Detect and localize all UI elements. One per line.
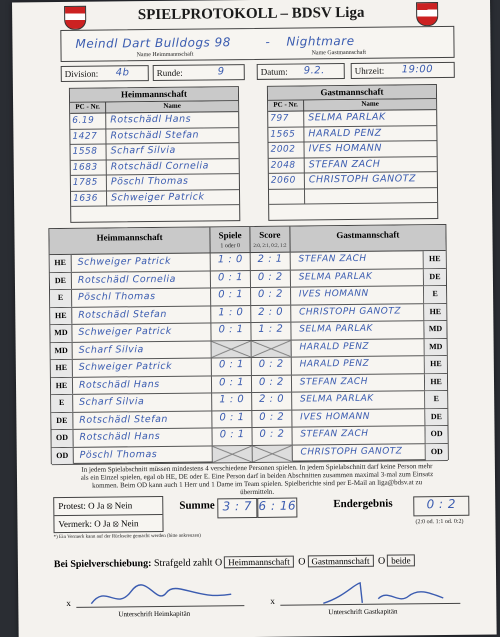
- game-type: DE: [51, 412, 73, 429]
- guest-roster-title: Gastmannschaft: [268, 85, 436, 101]
- team-separator: -: [265, 34, 271, 49]
- endergebnis-note: (2:0 od. 1:1 od. 0:2): [415, 518, 464, 526]
- roster-row: 797 SELMA PARLAK: [268, 110, 436, 127]
- guest-name-header: Name: [361, 99, 379, 108]
- game-type: HE: [51, 360, 73, 377]
- division-value: 4b: [115, 67, 130, 79]
- option-heimmannschaft[interactable]: Heimmannschaft: [224, 556, 294, 569]
- game-score: 2 : 0: [252, 393, 292, 410]
- game-home-player: Scharf Silvia: [73, 393, 212, 411]
- roster-row: 6.19 Rotschädl Hans: [70, 112, 238, 129]
- score-sheet: [12, 0, 497, 637]
- guest-pc-header: PC - Nr.: [268, 100, 304, 110]
- game-home-player: Schweiger Patrick: [72, 253, 211, 271]
- game-score: 0 : 2: [251, 270, 291, 287]
- game-spiele: [212, 341, 252, 358]
- game-home-player: Rotschädl Cornelia: [72, 271, 211, 289]
- summe-label: Summe: [179, 499, 215, 512]
- vermerk-label: Vermerk:: [58, 518, 93, 530]
- roster-row: 2048 STEFAN ZACH: [269, 157, 437, 174]
- game-spiele: 0 : 1: [212, 411, 252, 428]
- game-type: E: [50, 290, 72, 307]
- game-type: E: [51, 395, 73, 412]
- game-type: HE: [50, 307, 72, 324]
- game-type-right: HE: [425, 356, 447, 373]
- page-title: SPIELPROTOKOLL – BDSV Liga: [137, 4, 365, 24]
- roster-row: 2060 CHRISTOPH GANOTZ: [269, 172, 437, 189]
- game-guest-player: SELMA PARLAK: [291, 321, 425, 339]
- game-guest-player: IVES HOMANN: [292, 409, 426, 427]
- game-home-player: Rotschädl Hans: [73, 376, 212, 394]
- roster-row: 1558 Scharf Silvia: [71, 143, 239, 160]
- col-home-header: Heimmannschaft: [49, 227, 210, 254]
- home-team-name: Meindl Dart Bulldogs 98: [75, 35, 231, 51]
- roster-row: 1683 Rotschädl Cornelia: [71, 159, 239, 176]
- protest-label: Protest:: [58, 500, 86, 512]
- uhrzeit-field: Uhrzeit: 19:00: [351, 62, 455, 79]
- game-score: [252, 340, 292, 357]
- game-spiele: 0 : 1: [213, 428, 253, 445]
- col-score-header: Score 2:0, 2:1, 0:2, 1:2: [250, 227, 290, 252]
- protest-options[interactable]: O Ja ⦻ Nein: [88, 500, 133, 511]
- game-score: 0 : 2: [252, 358, 292, 375]
- runde-field: Runde: 9: [153, 64, 245, 81]
- game-guest-player: HARALD PENZ: [292, 356, 426, 374]
- game-type-right: E: [425, 391, 447, 408]
- game-score: 0 : 2: [251, 288, 291, 305]
- game-type: MD: [51, 342, 73, 359]
- game-guest-player: STEFAN ZACH: [292, 374, 426, 392]
- game-home-player: Rotschädl Hans: [73, 428, 212, 446]
- game-type: OD: [52, 447, 74, 464]
- game-type-right: OD: [426, 426, 448, 443]
- game-guest-player: CHRISTOPH GANOTZ: [292, 444, 426, 462]
- team-names-bar: [60, 26, 454, 62]
- game-home-player: Schweiger Patrick: [72, 323, 211, 341]
- home-name-header: Name: [163, 101, 181, 110]
- sig-x-home: x: [66, 597, 71, 608]
- game-guest-player: STEFAN ZACH: [292, 426, 426, 444]
- game-type-right: MD: [425, 338, 447, 355]
- runde-value: 9: [217, 66, 225, 78]
- summe-score: 6 : 16: [257, 498, 297, 518]
- vermerk-options[interactable]: O Ja ⦻ Nein: [94, 518, 139, 529]
- endergebnis-value: 0 : 2: [413, 496, 469, 517]
- game-type-right: OD: [426, 443, 448, 460]
- rules-text: In jedem Spielabschnitt müssen mindestens 4 verschiedene Personen spielen. In jedem Spielabschnitt darf keine Person mehr als ein Einzel spielen, egal ob HE, DE oder E. Eine Person darf in beiden Abschnitten zusammen maximal 3-mal zum Einsatz kommen. Beim OD kann auch 1 Herr und 1 Dame im Team spielen. Spielberichte sind per E-Mail an liga@bdsv.at zu übermitteln.: [80, 462, 434, 497]
- guest-team-caption: Name Gastmannschaft: [311, 49, 367, 57]
- division-field: Division: 4b: [61, 65, 149, 82]
- game-guest-player: SELMA PARLAK: [291, 269, 425, 287]
- roster-row: 2002 IVES HOMANN: [268, 141, 436, 158]
- game-score: 1 : 2: [251, 323, 291, 340]
- guest-signature-caption: Unterschrift Gastkapitän: [328, 607, 398, 617]
- game-guest-player: IVES HOMANN: [291, 286, 425, 304]
- game-type-right: MD: [424, 321, 446, 338]
- games-table: [48, 224, 448, 464]
- roster-row: 1427 Rotschädl Stefan: [70, 128, 238, 145]
- endergebnis-label: Endergebnis: [333, 497, 393, 511]
- option-beide[interactable]: beide: [387, 554, 415, 566]
- game-type-right: DE: [424, 268, 446, 285]
- game-home-player: Rotschädl Stefan: [73, 411, 212, 429]
- roster-row: 1636 Schweiger Patrick: [71, 190, 239, 207]
- option-gastmannschaft[interactable]: Gastmannschaft: [307, 555, 373, 568]
- games-body: [50, 251, 448, 465]
- uhrzeit-value: 19:00: [401, 64, 434, 76]
- roster-row: 1565 HARALD PENZ: [268, 126, 436, 143]
- game-type: DE: [50, 272, 72, 289]
- game-spiele: 0 : 1: [212, 323, 252, 340]
- game-home-player: Schweiger Patrick: [73, 358, 212, 376]
- guest-roster: [267, 84, 438, 221]
- game-type-right: HE: [425, 373, 447, 390]
- game-home-player: Scharf Silvia: [72, 341, 211, 359]
- game-score: 2 : 0: [251, 305, 291, 322]
- game-guest-player: SELMA PARLAK: [292, 391, 426, 409]
- spielverschiebung-row: Bei Spielverschiebung: Strafgeld zahlt O Heimmannschaft O Gastmannschaft O beide: [54, 554, 417, 570]
- datum-value: 9.2.: [303, 65, 325, 77]
- sig-x-guest: x: [270, 595, 275, 606]
- game-score: [253, 445, 293, 462]
- vermerk-note: *) Ein Vermerk kann auf der Rückseite gemacht werden (bitte ankreuzen): [53, 533, 201, 541]
- game-score: 2 : 1: [251, 253, 291, 270]
- roster-row: [269, 188, 437, 205]
- game-type: HE: [50, 255, 72, 272]
- game-spiele: 1 : 0: [211, 253, 251, 270]
- game-score: 0 : 2: [252, 410, 292, 427]
- game-home-player: Rotschädl Stefan: [72, 306, 211, 324]
- game-type-right: HE: [424, 303, 446, 320]
- protest-vermerk-box: [53, 496, 163, 533]
- home-roster: [69, 86, 240, 223]
- game-spiele: 1 : 0: [212, 393, 252, 410]
- game-type: MD: [50, 325, 72, 342]
- game-type-right: DE: [425, 408, 447, 425]
- game-guest-player: STEFAN ZACH: [290, 251, 424, 269]
- home-pc-header: PC - Nr.: [70, 103, 106, 113]
- home-roster-title: Heimmannschaft: [70, 87, 238, 103]
- game-home-player: Pöschl Thomas: [74, 446, 213, 464]
- game-spiele: [213, 446, 253, 463]
- game-guest-player: HARALD PENZ: [291, 339, 425, 357]
- datum-field: Datum: 9.2.: [257, 63, 345, 80]
- col-guest-header: Gastmannschaft: [336, 229, 400, 241]
- game-spiele: 0 : 1: [212, 376, 252, 393]
- game-score: 0 : 2: [252, 428, 292, 445]
- guest-team-name: Nightmare: [286, 33, 355, 49]
- game-home-player: Pöschl Thomas: [72, 288, 211, 306]
- roster-row: 1785 Pöschl Thomas: [71, 174, 239, 191]
- game-type-right: E: [424, 286, 446, 303]
- game-spiele: 0 : 1: [212, 358, 252, 375]
- home-signature-caption: Unterschrift Heimkapitän: [118, 609, 191, 619]
- game-type: HE: [51, 377, 73, 394]
- summe-spiele: 3 : 7: [217, 498, 257, 518]
- home-team-caption: Name Heimmannschaft: [136, 51, 194, 59]
- game-guest-player: CHRISTOPH GANOTZ: [291, 304, 425, 322]
- game-spiele: 1 : 0: [211, 306, 251, 323]
- game-spiele: 0 : 1: [211, 288, 251, 305]
- game-score: 0 : 2: [252, 375, 292, 392]
- game-spiele: 0 : 1: [211, 271, 251, 288]
- game-type-right: HE: [424, 251, 446, 268]
- col-spiele-header: Spiele 1 oder 0: [211, 227, 251, 252]
- game-type: OD: [51, 430, 73, 447]
